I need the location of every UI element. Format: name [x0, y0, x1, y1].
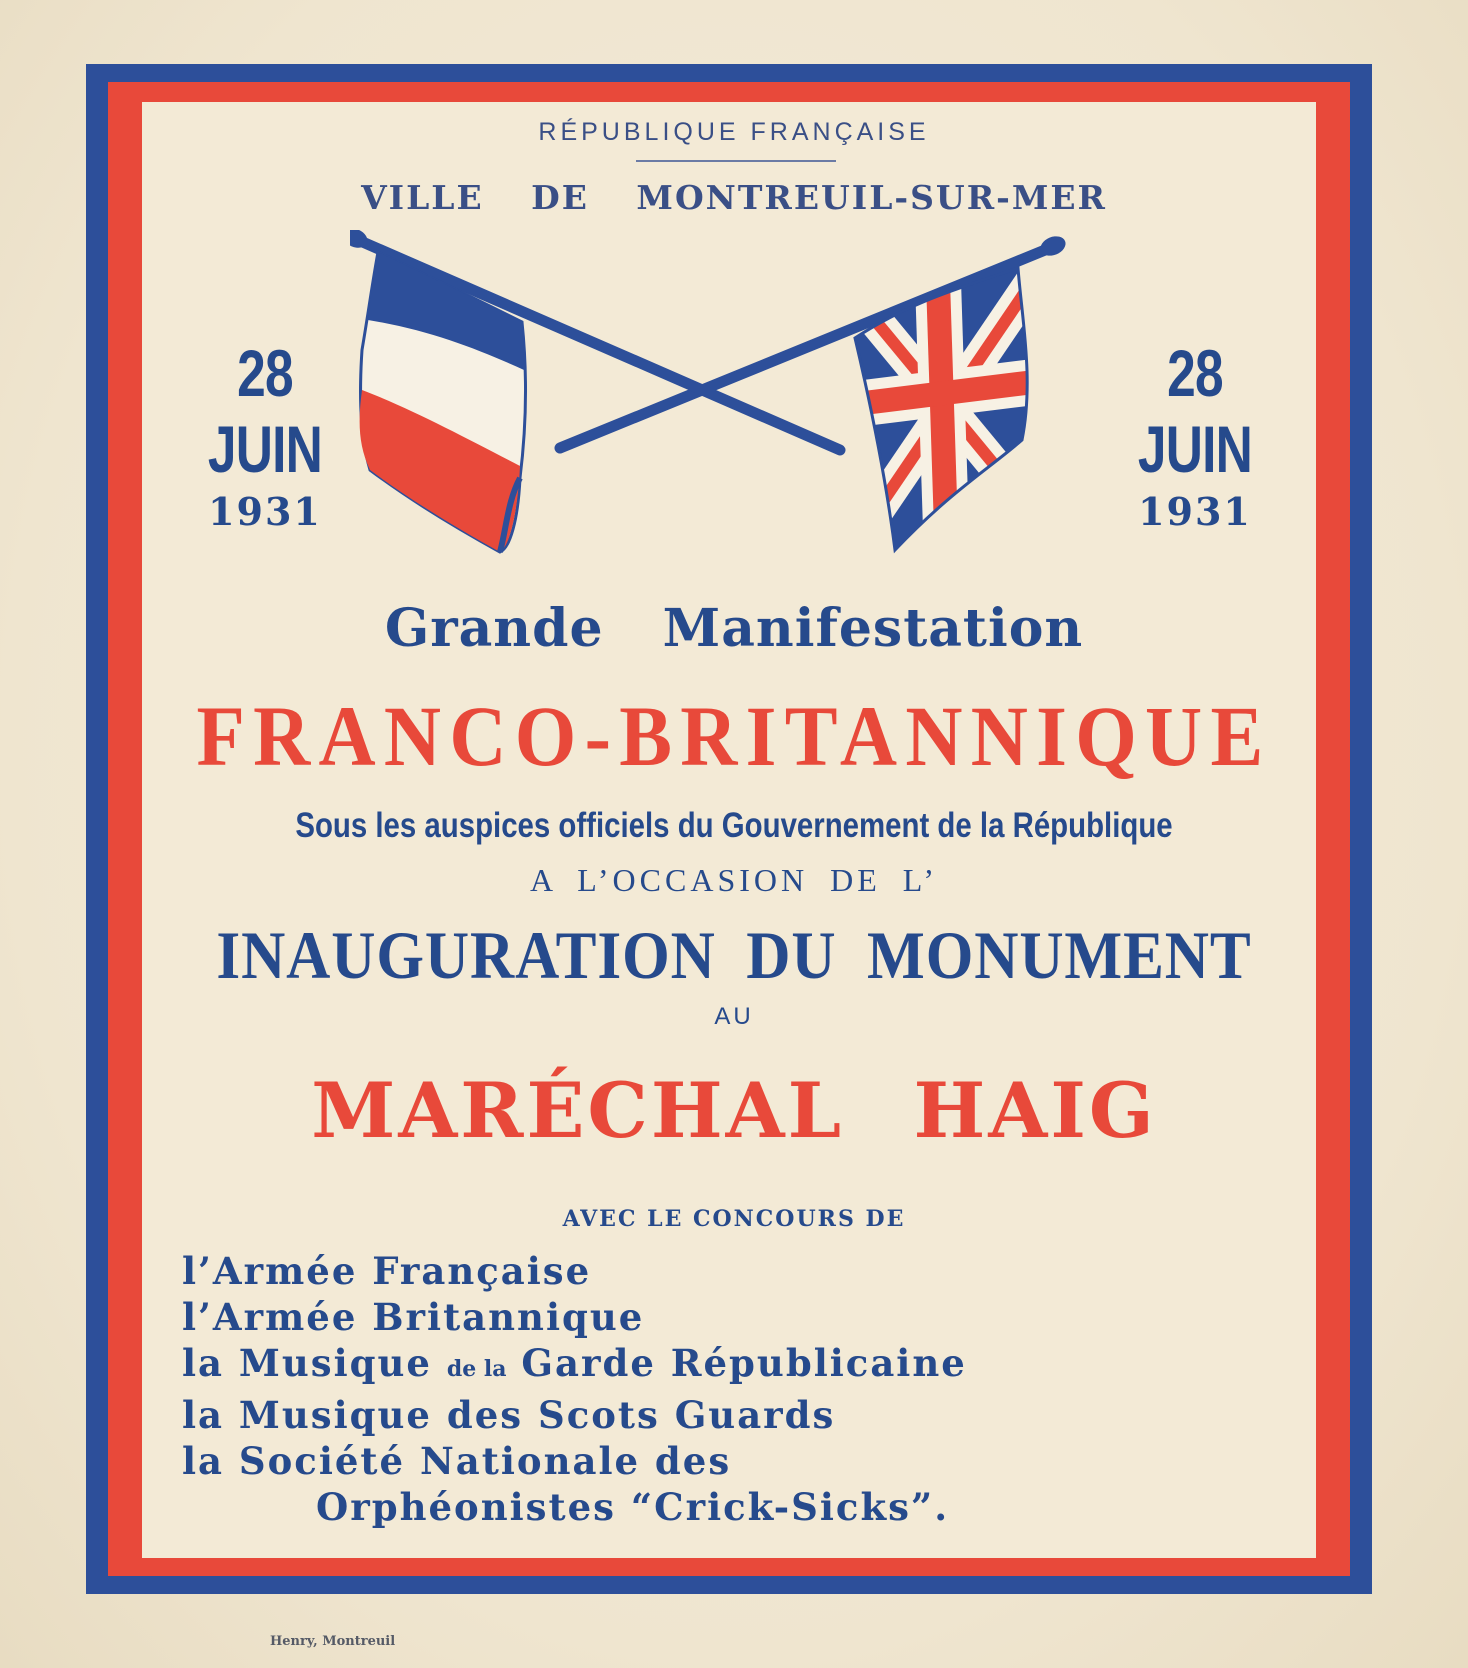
grande-manifestation: Grande Manifestation: [384, 598, 1084, 659]
flag-united-kingdom-icon: [840, 250, 1050, 560]
marechal-haig: MARÉCHAL HAIG: [311, 1066, 1157, 1155]
list-item: la Société Nationale des: [182, 1439, 732, 1483]
date-left-year: 1931: [208, 489, 322, 534]
inauguration-line: INAUGURATION DU MONUMENT: [216, 917, 1252, 993]
date-left-day: 28 JUIN: [207, 336, 323, 486]
list-item-part: de la: [446, 1356, 507, 1382]
list-item-part: Garde Républicaine: [521, 1341, 967, 1385]
participants-list: [182, 1248, 967, 1530]
list-item: la Musique des Scots Guards: [182, 1393, 836, 1437]
printer-credit: Henry, Montreuil: [270, 1634, 396, 1649]
list-item: l’Armée Britannique: [182, 1295, 645, 1339]
date-right-day: 28 JUIN: [1137, 336, 1253, 486]
list-item: [182, 1340, 967, 1392]
auspices-line: Sous les auspices officiels du Gouvernement de la République: [295, 806, 1173, 845]
crossed-flags: [350, 230, 1120, 600]
divider: [636, 160, 836, 162]
list-item-part: la Musique: [182, 1341, 432, 1385]
date-left: [160, 335, 370, 534]
republique-heading: RÉPUBLIQUE FRANÇAISE: [538, 118, 930, 146]
list-item: l’Armée Française: [182, 1249, 592, 1293]
list-item: Orphéonistes “Crick-Sicks”.: [316, 1485, 950, 1529]
ville-heading: VILLE DE MONTREUIL-SUR-MER: [361, 178, 1107, 217]
occasion-line: A L’OCCASION DE L’: [529, 862, 939, 898]
date-right-year: 1931: [1138, 489, 1252, 534]
concours-heading: AVEC LE CONCOURS DE: [562, 1206, 906, 1232]
franco-britannique: FRANCO-BRITANNIQUE: [196, 688, 1272, 784]
au-line: AU: [714, 1003, 754, 1030]
date-right: [1090, 335, 1300, 534]
